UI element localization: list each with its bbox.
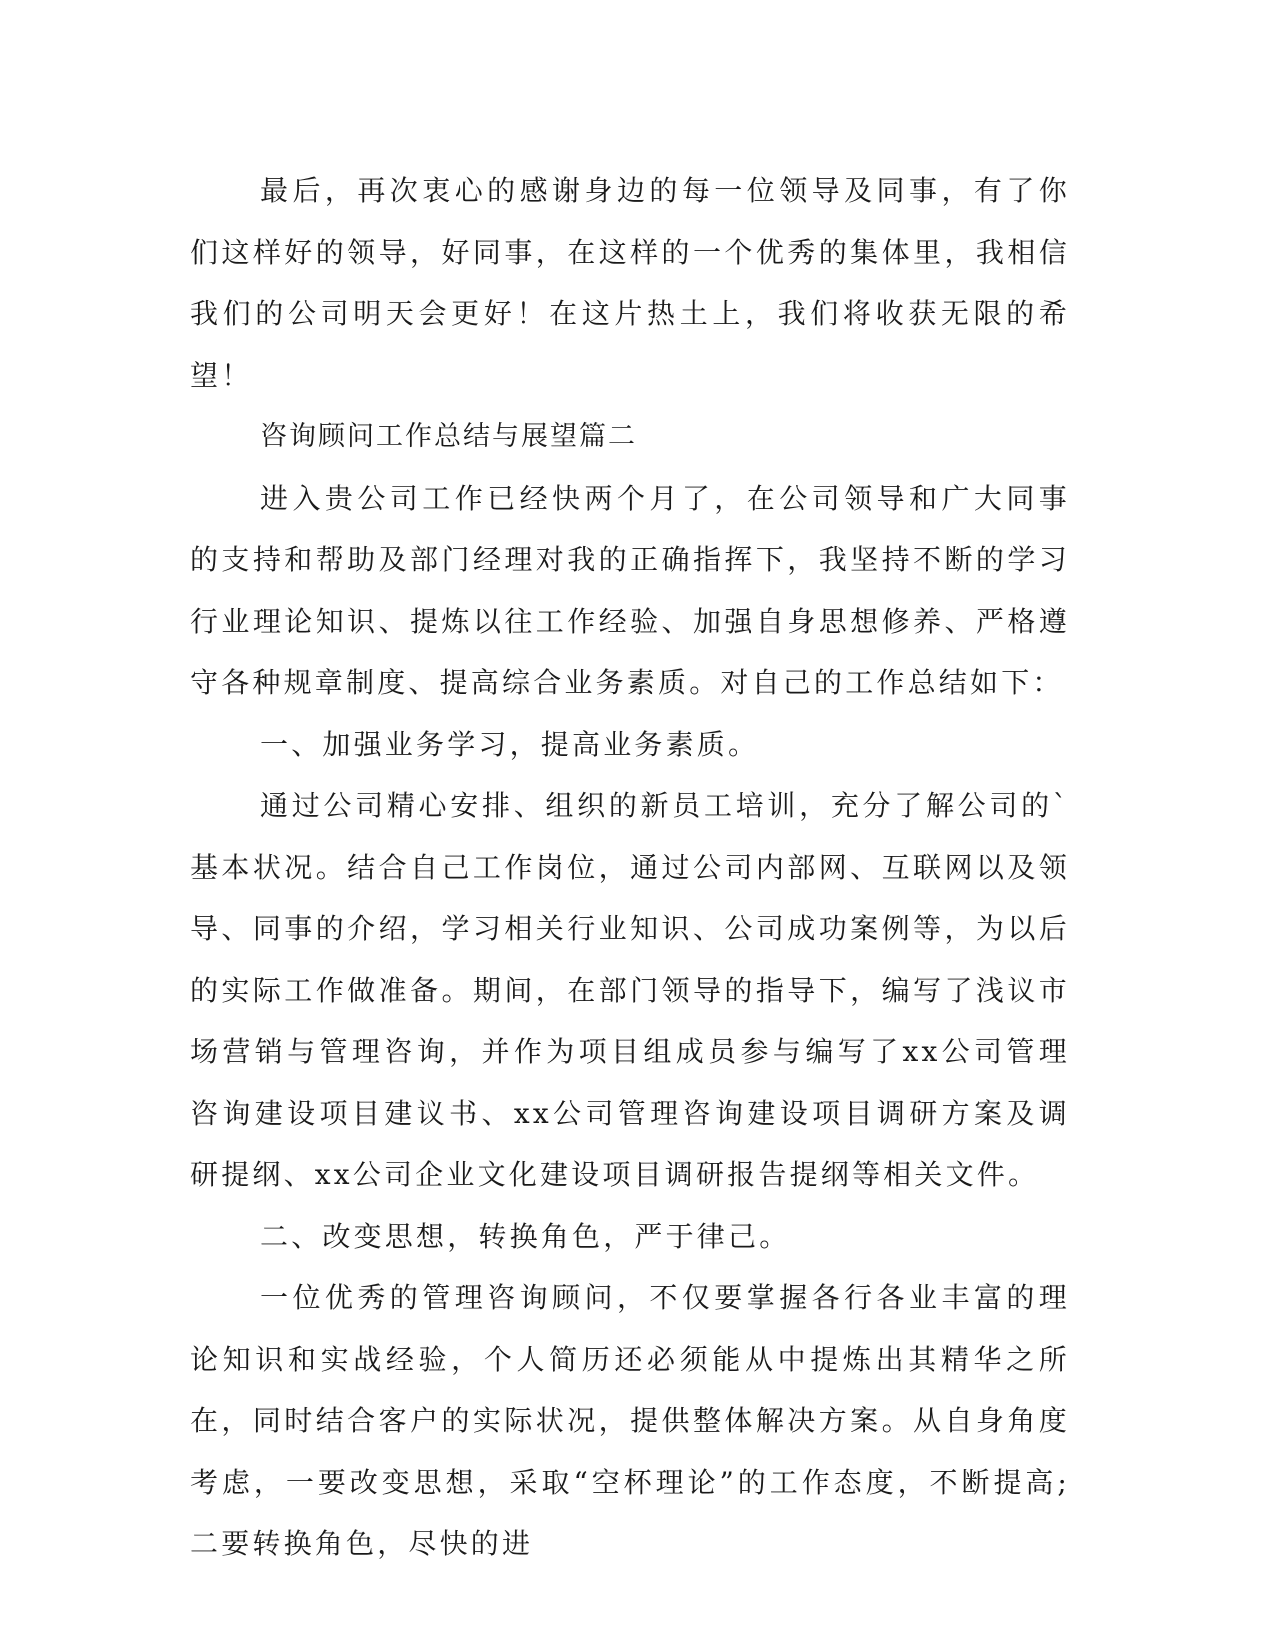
closing-paragraph: 最后，再次衷心的感谢身边的每一位领导及同事，有了你们这样好的领导，好同事，在这样的一个优秀的集体里，我相信我们的公司明天会更好！在这片热土上，我们将收获无限的希望！ xyxy=(190,174,1070,392)
point-two-paragraph: 一位优秀的管理咨询顾问，不仅要掌握各行各业丰富的理论知识和实战经验，个人简历还必须能从中提炼出其精华之所在，同时结合客户的实际状况，提供整体解决方案。从自身角度考虑，一要改变思想，采取“空杯理论”的工作态度，不断提高;二要转换角色，尽快的进 xyxy=(190,1281,1070,1560)
intro-paragraph: 进入贵公司工作已经快两个月了，在公司领导和广大同事的支持和帮助及部门经理对我的正确指挥下，我坚持不断的学习行业理论知识、提炼以往工作经验、加强自身思想修养、严格遵守各种规章制度、提高综合业务素质。对自己的工作总结如下： xyxy=(190,481,1070,699)
document-body xyxy=(190,160,1070,1575)
point-one-paragraph: 通过公司精心安排、组织的新员工培训，充分了解公司的`基本状况。结合自己工作岗位，通过公司内部网、互联网以及领导、同事的介绍，学习相关行业知识、公司成功案例等，为以后的实际工作做准备。期间，在部门领导的指导下，编写了浅议市场营销与管理咨询，并作为项目组成员参与编写了xx公司管理咨询建设项目建议书、xx公司管理咨询建设项目调研方案及调研提纲、xx公司企业文化建设项目调研报告提纲等相关文件。 xyxy=(190,789,1070,1191)
point-two-heading: 二、改变思想，转换角色，严于律己。 xyxy=(260,1219,791,1253)
point-one-heading: 一、加强业务学习，提高业务素质。 xyxy=(260,727,760,761)
section-title: 咨询顾问工作总结与展望篇二 xyxy=(260,421,637,452)
